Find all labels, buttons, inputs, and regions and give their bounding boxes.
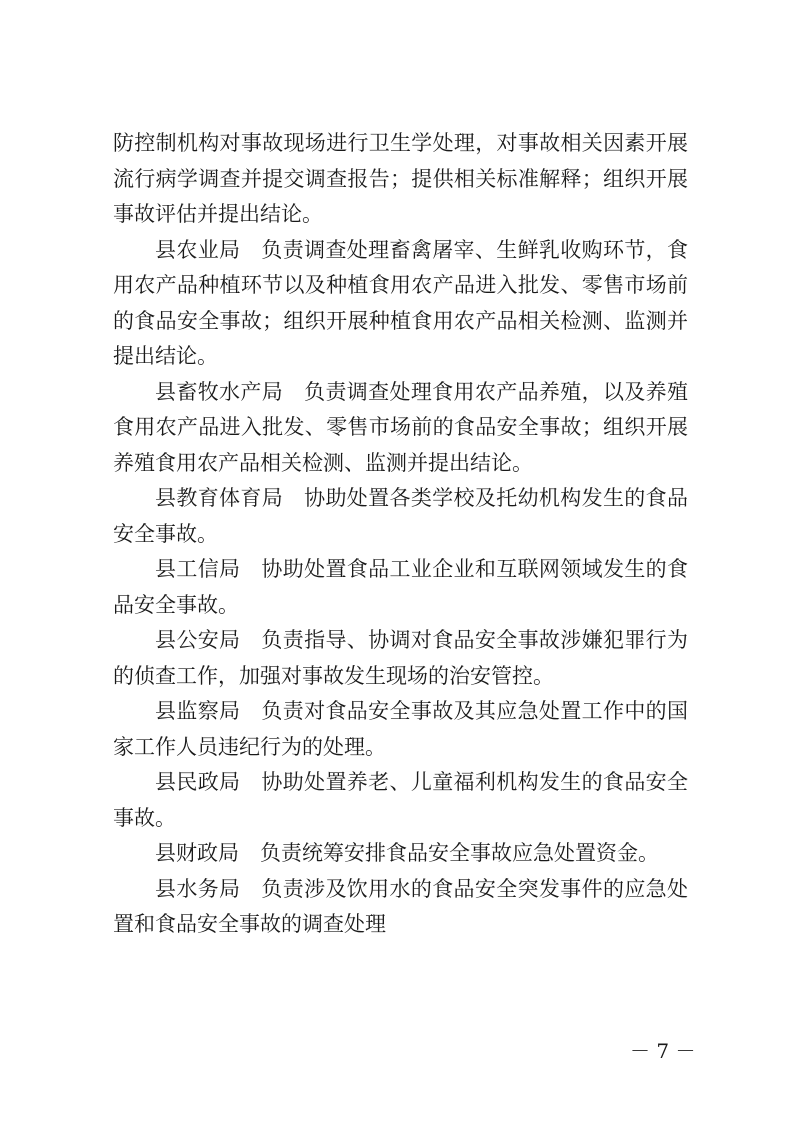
- department-duty: 负责涉及饮用水的食品安全突发事件的应急处置和食品安全事故的调查处理: [113, 876, 689, 936]
- department-name: 县农业局: [155, 237, 241, 262]
- department-duty: 负责指导、协调对食品安全事故涉嫌犯罪行为的侦查工作，加强对事故发生现场的治安管控。: [113, 628, 689, 688]
- paragraph-livestock-aquatic-bureau: [113, 375, 688, 482]
- paragraph-education-sports-bureau: [113, 481, 688, 552]
- paragraph-supervision-bureau: [113, 694, 688, 765]
- department-name: 县畜牧水产局: [155, 379, 284, 404]
- department-duty: 负责调查处理畜禽屠宰、生鲜乳收购环节，食用农产品种植环节以及种植食用农产品进入批发、零售市场前的食品安全事故；组织开展种植食用农产品相关检测、监测并提出结论。: [113, 237, 689, 368]
- paragraph-public-security-bureau: [113, 623, 688, 694]
- page-number: － 7 －: [630, 1039, 696, 1063]
- department-duty: 协助处置养老、儿童福利机构发生的食品安全事故。: [113, 770, 689, 830]
- department-name: 县教育体育局: [155, 486, 284, 510]
- department-duty: 协助处置各类学校及托幼机构发生的食品安全事故。: [113, 486, 689, 546]
- department-duty: 负责统筹安排食品安全事故应急处置资金。: [260, 841, 659, 865]
- paragraph-civil-affairs-bureau: [113, 765, 688, 836]
- department-name: 县监察局: [155, 699, 241, 723]
- department-name: 县民政局: [155, 770, 241, 794]
- department-duty: 负责调查处理食用农产品养殖，以及养殖食用农产品进入批发、零售市场前的食品安全事故；组织开展养殖食用农产品相关检测、监测并提出结论。: [113, 379, 689, 475]
- department-duty: 负责对食品安全事故及其应急处置工作中的国家工作人员违纪行为的处理。: [113, 699, 689, 759]
- department-name: 县水务局: [155, 876, 241, 901]
- paragraph-water-affairs-bureau: [113, 872, 688, 943]
- department-name: 县工信局: [155, 557, 241, 581]
- document-body: [113, 126, 688, 943]
- paragraph-finance-bureau: [113, 836, 688, 872]
- department-name: 县财政局: [155, 841, 239, 865]
- department-duty: 协助处置食品工业企业和互联网领域发生的食品安全事故。: [113, 557, 689, 617]
- continuation-paragraph: 防控制机构对事故现场进行卫生学处理，对事故相关因素开展流行病学调查并提交调查报告；提供相关标准解释；组织开展事故评估并提出结论。: [113, 131, 688, 226]
- department-name: 县公安局: [155, 628, 241, 652]
- paragraph-industry-it-bureau: [113, 552, 688, 623]
- paragraph-agriculture-bureau: [113, 233, 688, 375]
